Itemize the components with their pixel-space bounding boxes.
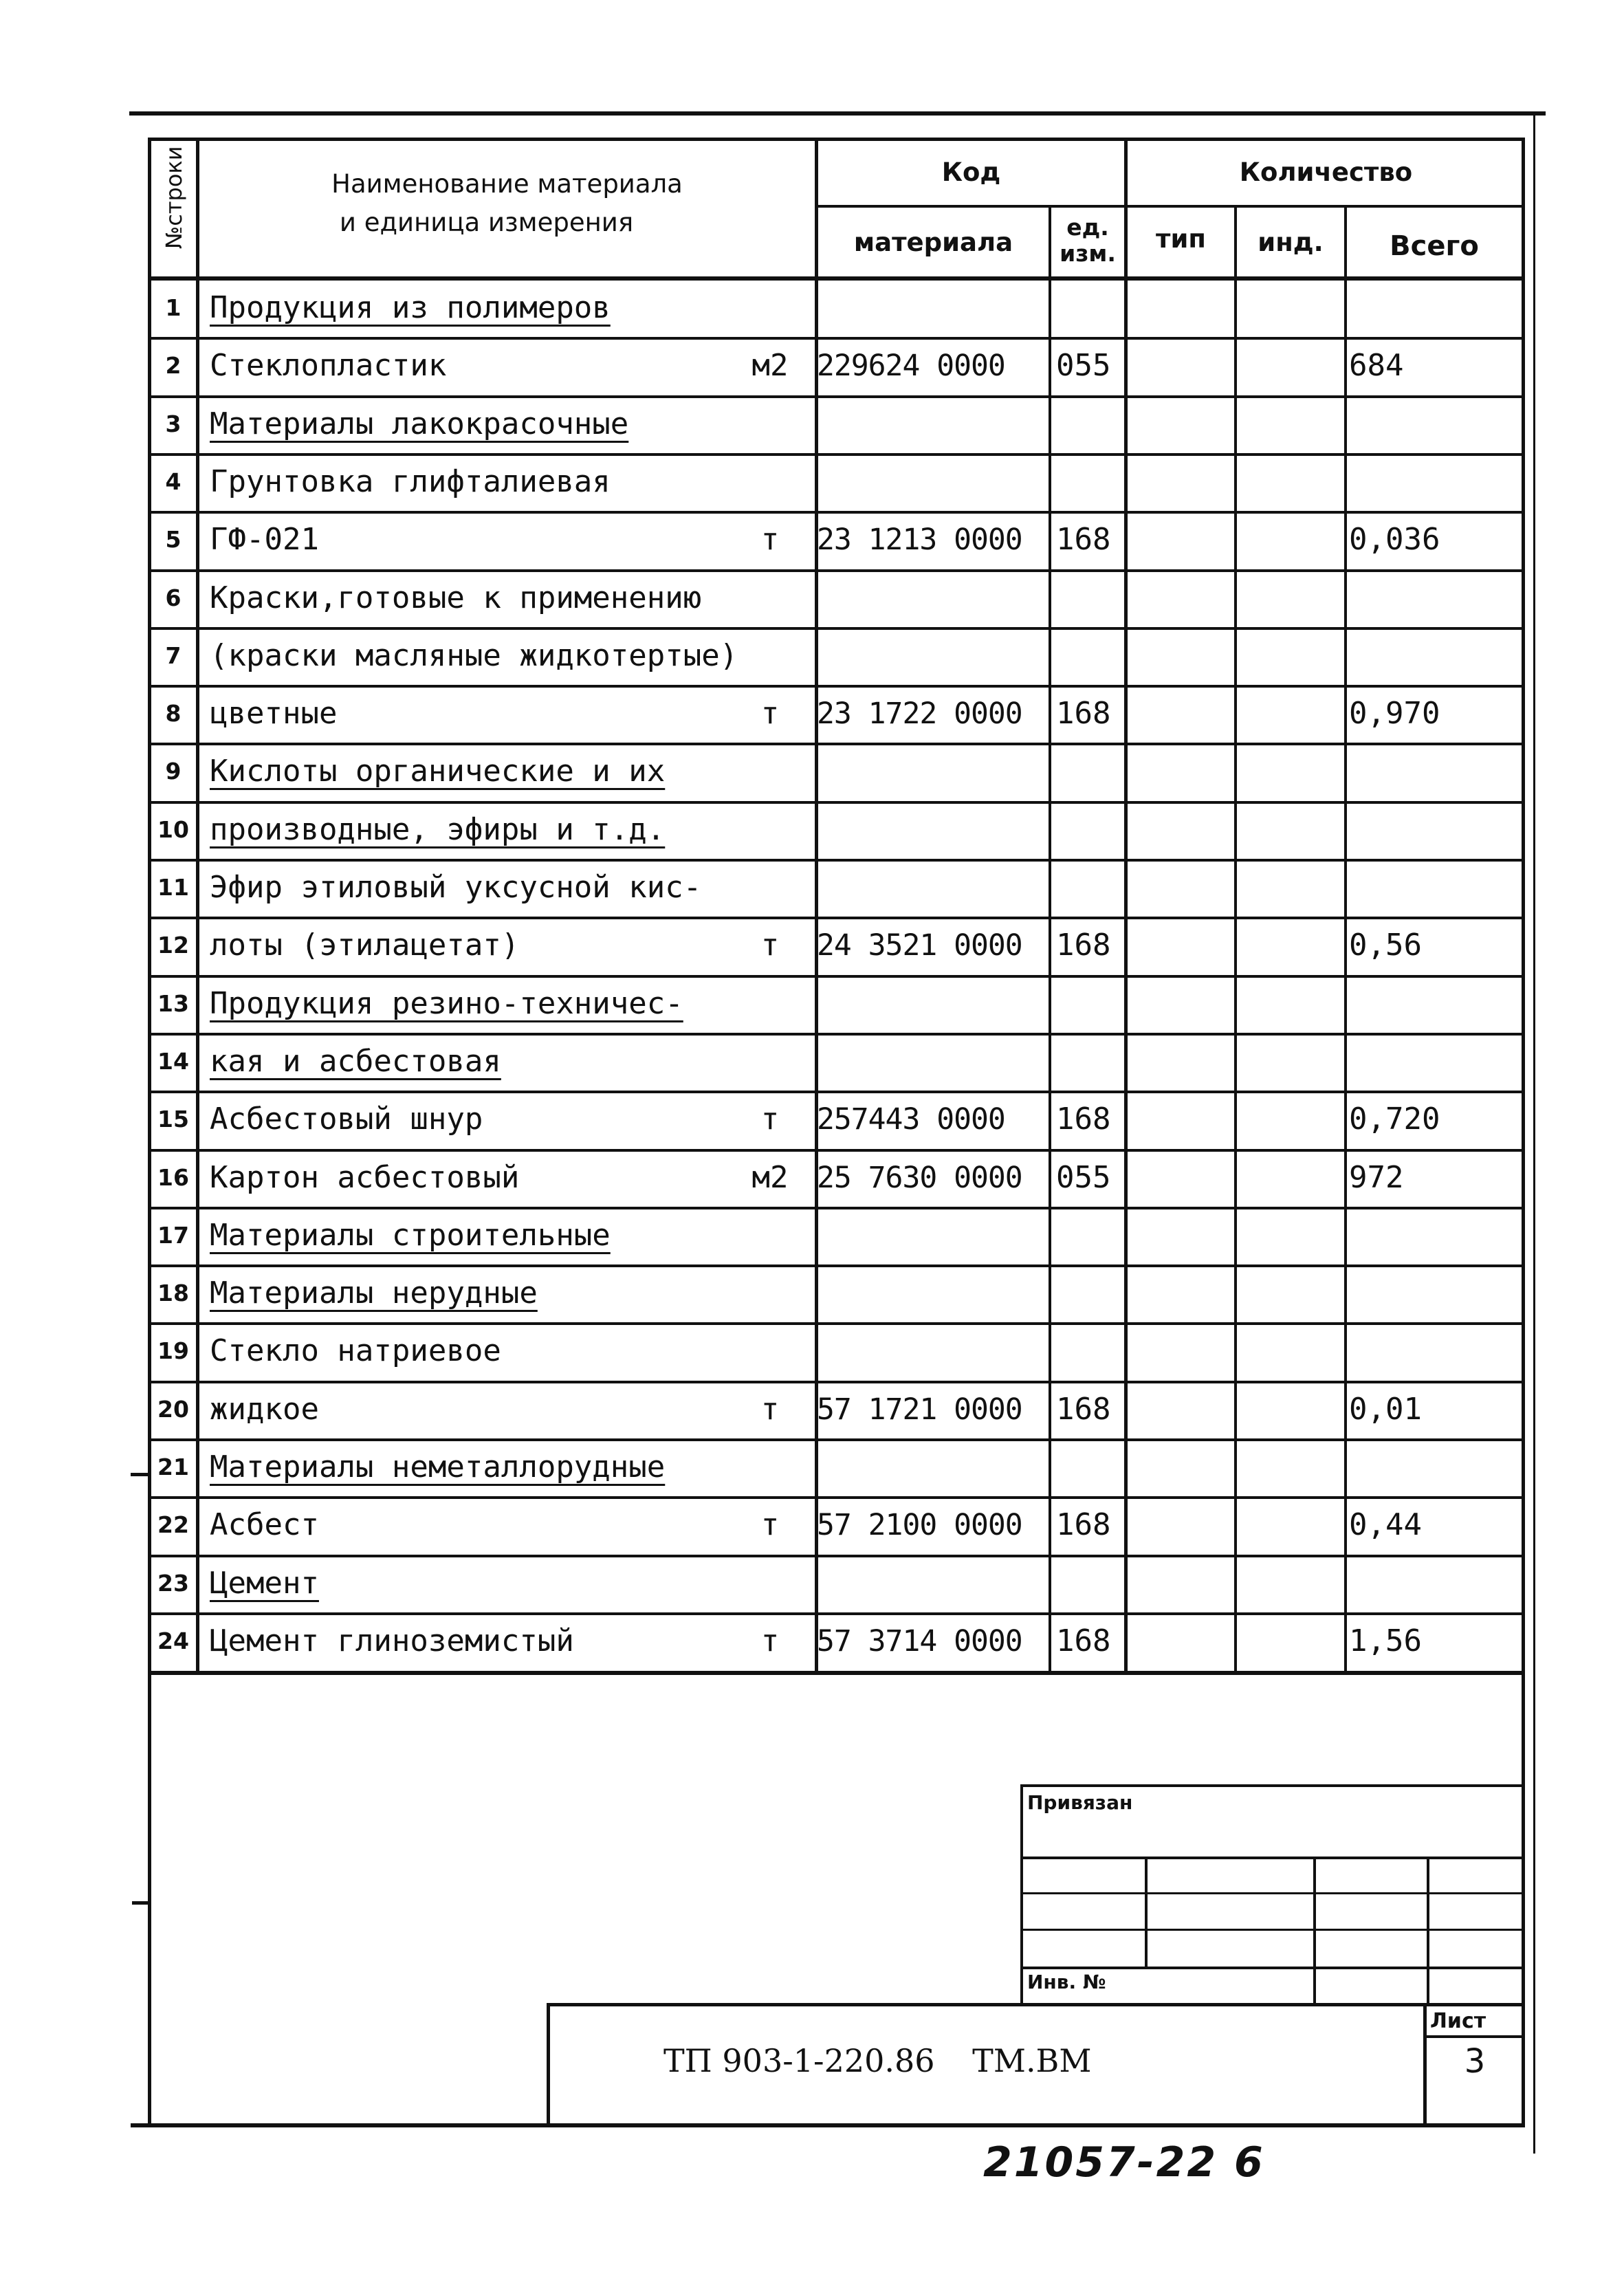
qty-total-header: Всего <box>1390 230 1479 262</box>
table-row <box>0 628 1624 686</box>
row-number: 4 <box>165 468 182 495</box>
title-block-left <box>547 2003 550 2125</box>
qty-ind-header: инд. <box>1258 228 1324 257</box>
sheet-box-divider <box>1423 2035 1524 2038</box>
row-number: 3 <box>165 410 182 437</box>
table-row <box>0 976 1624 1034</box>
unit-label <box>736 1440 804 1495</box>
material-code: 257443 0000 <box>817 1102 1005 1137</box>
material-code: 57 2100 0000 <box>817 1508 1022 1542</box>
material-code: 23 1722 0000 <box>817 697 1022 731</box>
stamp-box-top <box>1020 1784 1524 1787</box>
code-material-header: материала <box>853 228 1013 257</box>
material-name: производные, эфиры и т.д. <box>210 812 666 847</box>
row-number: 20 <box>157 1396 189 1423</box>
unit-code: 168 <box>1056 928 1111 963</box>
top-border <box>129 111 1546 116</box>
table-row <box>0 1266 1624 1324</box>
unit-code: 168 <box>1056 1623 1111 1658</box>
quantity-total: 0,56 <box>1349 928 1422 963</box>
material-name: Материалы неметаллорудные <box>210 1449 666 1485</box>
page-bottom-border <box>131 2123 1524 2127</box>
unit-label <box>736 571 804 626</box>
sheet-label: Лист <box>1430 2009 1486 2033</box>
unit-code: 168 <box>1056 696 1111 731</box>
material-name: Картон асбестовый <box>210 1160 520 1195</box>
margin-mark-1 <box>131 1473 148 1476</box>
material-code: 57 3714 0000 <box>817 1624 1022 1658</box>
unit-label <box>736 1556 804 1611</box>
material-name: кая и асбестовая <box>210 1044 501 1079</box>
unit-label: т <box>760 928 780 963</box>
row-number: 14 <box>157 1048 189 1075</box>
table-row <box>0 1440 1624 1498</box>
material-name: Стекло натриевое <box>210 1333 501 1368</box>
row-number: 23 <box>157 1570 189 1597</box>
material-name: (краски масляные жидкотертые) <box>210 638 738 673</box>
quantity-total: 0,44 <box>1349 1507 1422 1542</box>
unit-code: 055 <box>1056 1160 1111 1195</box>
table-row <box>0 397 1624 454</box>
unit-label <box>736 1208 804 1263</box>
unit-label <box>736 744 804 799</box>
row-number: 12 <box>157 932 189 959</box>
margin-mark-2 <box>132 1901 148 1905</box>
row-number: 17 <box>157 1222 189 1249</box>
material-name: Кислоты органические и их <box>210 754 666 789</box>
quantity-total: 0,720 <box>1349 1102 1440 1137</box>
material-name: Продукция из полимеров <box>210 290 611 325</box>
stamp-col-line-1 <box>1145 1857 1148 1967</box>
unit-label: м2 <box>751 348 789 383</box>
inventory-number-label: Инв. № <box>1027 1971 1106 1993</box>
material-name: цветные <box>210 696 338 731</box>
material-name: Материалы лакокрасочные <box>210 406 629 441</box>
table-row <box>0 1208 1624 1266</box>
stamp-row-line-4 <box>1020 1967 1524 1969</box>
table-row <box>0 281 1624 338</box>
unit-label <box>736 1324 804 1379</box>
material-name: ГФ-021 <box>210 522 319 557</box>
sheet-number: 3 <box>1464 2042 1486 2081</box>
code-header-divider <box>817 205 1524 208</box>
row-number: 15 <box>157 1106 189 1132</box>
quantity-total: 0,01 <box>1349 1392 1422 1427</box>
unit-label <box>736 1266 804 1321</box>
quantity-total: 684 <box>1349 348 1404 383</box>
stamp-col-line-2 <box>1313 1857 1316 2004</box>
unit-label <box>736 454 804 510</box>
stamp-box-left <box>1020 1784 1023 2004</box>
unit-code: 168 <box>1056 1102 1111 1137</box>
unit-label: т <box>760 1102 780 1137</box>
row-number: 19 <box>157 1337 189 1364</box>
table-row <box>0 860 1624 918</box>
unit-label <box>736 1034 804 1089</box>
row-number: 2 <box>165 352 182 379</box>
table-row <box>0 1556 1624 1614</box>
material-name: Материалы нерудные <box>210 1275 538 1311</box>
row-number: 18 <box>157 1280 189 1306</box>
table-row <box>0 802 1624 860</box>
material-name: Асбестовый шнур <box>210 1102 483 1137</box>
unit-label: т <box>760 522 780 557</box>
stamp-row-line-2 <box>1020 1892 1524 1894</box>
table-row <box>0 512 1624 570</box>
table-row <box>0 338 1624 396</box>
row-number-header: №строки <box>161 146 187 249</box>
quantity-total: 972 <box>1349 1160 1404 1195</box>
material-name: Краски,готовые к применению <box>210 580 702 615</box>
row-number: 21 <box>157 1454 189 1480</box>
material-code: 23 1213 0000 <box>817 523 1022 557</box>
row-number: 24 <box>157 1628 189 1654</box>
unit-label: т <box>760 1623 780 1658</box>
table-row <box>0 1614 1624 1672</box>
row-number: 6 <box>165 584 182 611</box>
material-name: Продукция резино-техничес- <box>210 986 683 1021</box>
material-code: 57 1721 0000 <box>817 1392 1022 1427</box>
quantity-total: 0,036 <box>1349 522 1440 557</box>
material-name: Грунтовка глифталиевая <box>210 464 611 499</box>
unit-label: т <box>760 1392 780 1427</box>
material-code: 25 7630 0000 <box>817 1161 1022 1195</box>
material-name: Эфир этиловый уксусной кис- <box>210 870 702 905</box>
unit-label: т <box>760 1507 780 1542</box>
unit-code: 168 <box>1056 522 1111 557</box>
material-name: Стеклопластик <box>210 348 447 383</box>
material-name: Цемент глиноземистый <box>210 1623 574 1658</box>
row-number: 16 <box>157 1164 189 1191</box>
row-number: 22 <box>157 1511 189 1538</box>
unit-label <box>736 860 804 915</box>
name-header: Наименование материала и единица измерения <box>331 169 683 237</box>
table-row <box>0 1382 1624 1440</box>
row-number: 10 <box>157 816 189 843</box>
row-number: 13 <box>157 990 189 1017</box>
code-unit-header: ед. изм. <box>1060 214 1116 267</box>
row-number: 7 <box>165 642 182 669</box>
table-row <box>0 1498 1624 1555</box>
table-row <box>0 744 1624 802</box>
table-row <box>0 571 1624 628</box>
sheet-box-left <box>1423 2003 1427 2125</box>
table-row <box>0 1150 1624 1208</box>
table-row <box>0 686 1624 744</box>
stamp-row-line-1 <box>1020 1857 1524 1859</box>
attached-label: Привязан <box>1027 1791 1133 1814</box>
row-number: 8 <box>165 700 182 727</box>
table-row <box>0 1092 1624 1150</box>
material-name: лоты (этилацетат) <box>210 928 520 963</box>
stamp-col-line-3 <box>1427 1857 1429 2004</box>
material-name: Материалы строительные <box>210 1218 611 1253</box>
unit-label <box>736 281 804 336</box>
unit-code: 055 <box>1056 348 1111 383</box>
code-header: Код <box>941 157 1001 187</box>
unit-code: 168 <box>1056 1392 1111 1427</box>
material-code: 229624 0000 <box>817 349 1005 383</box>
qty-type-header: тип <box>1156 224 1206 254</box>
table-row <box>0 1034 1624 1092</box>
table-row <box>0 1324 1624 1381</box>
row-number: 5 <box>165 526 182 553</box>
quantity-header: Количество <box>1239 157 1413 187</box>
archive-number: 21057-22 6 <box>983 2138 1265 2187</box>
row-number: 11 <box>157 874 189 901</box>
unit-label: т <box>760 696 780 731</box>
unit-label <box>736 397 804 452</box>
quantity-total: 1,56 <box>1349 1623 1422 1658</box>
material-name: Асбест <box>210 1507 319 1542</box>
quantity-total: 0,970 <box>1349 696 1440 731</box>
table-row <box>0 454 1624 512</box>
table-top-border <box>148 138 1524 141</box>
unit-label <box>736 976 804 1031</box>
document-code: ТП 903-1-220.86 ТМ.ВМ <box>663 2042 1092 2079</box>
material-name: жидкое <box>210 1392 319 1427</box>
unit-label: м2 <box>751 1160 789 1195</box>
row-number: 9 <box>165 758 182 785</box>
unit-label <box>736 628 804 683</box>
material-code: 24 3521 0000 <box>817 928 1022 963</box>
stamp-row-line-3 <box>1020 1929 1524 1931</box>
unit-label <box>736 802 804 857</box>
unit-code: 168 <box>1056 1507 1111 1542</box>
material-name: Цемент <box>210 1566 319 1601</box>
title-block-top <box>547 2003 1524 2006</box>
table-row <box>0 918 1624 976</box>
row-number: 1 <box>165 294 182 321</box>
